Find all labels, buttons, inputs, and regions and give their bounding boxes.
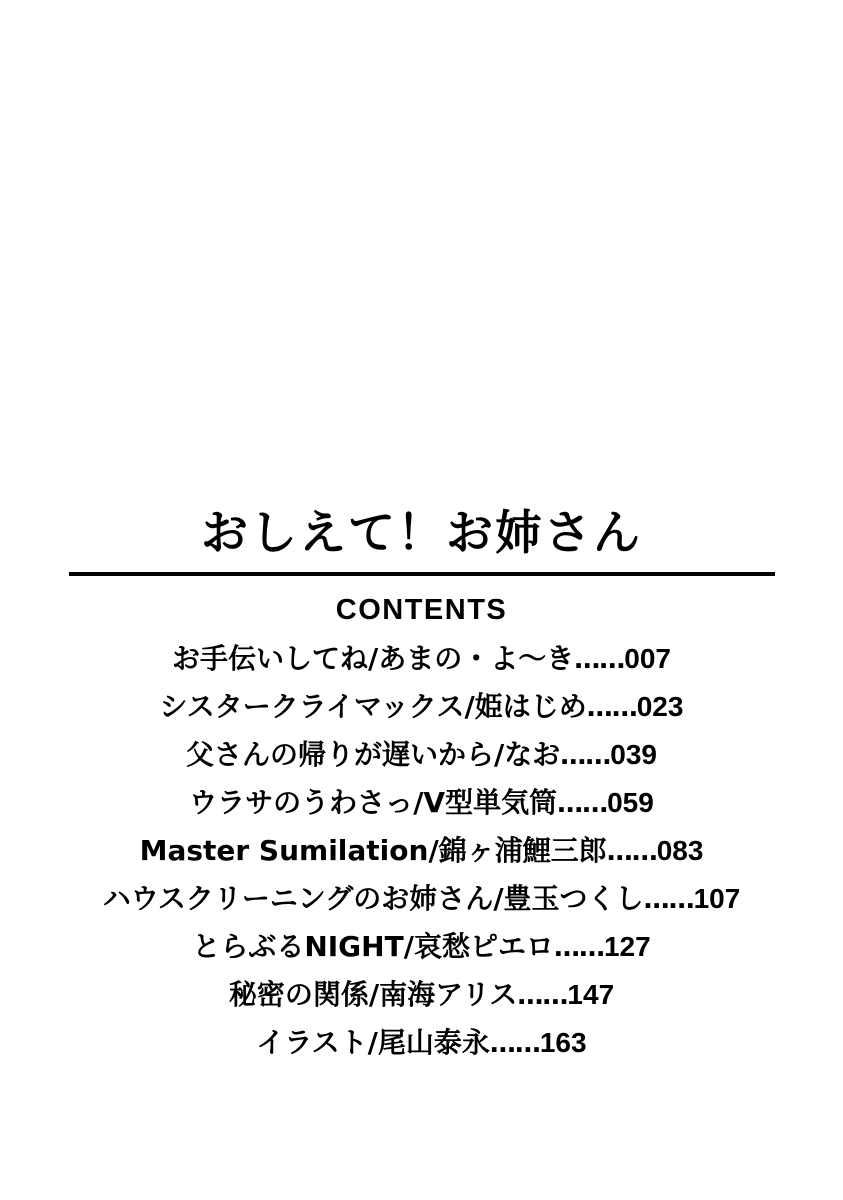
list-item[interactable] <box>0 1019 843 1067</box>
toc-title: Master Sumilation <box>139 833 429 867</box>
toc-separator: / <box>428 833 439 867</box>
toc-page-number: 007 <box>624 642 671 674</box>
toc-separator: / <box>494 737 505 771</box>
toc-leader-dots: …… <box>517 980 568 1011</box>
toc-author: 尾山泰永 <box>377 1025 490 1059</box>
toc-page-number: 039 <box>610 738 657 770</box>
toc-separator: / <box>464 689 475 723</box>
toc-leader-dots: …… <box>553 932 604 963</box>
toc-page-number: 163 <box>539 1026 587 1058</box>
toc-author: あまの・よ～き <box>378 641 575 675</box>
toc-author: 姫はじめ <box>474 689 587 723</box>
list-item[interactable] <box>0 923 843 971</box>
table-of-contents-block <box>0 505 843 1067</box>
toc-page-number: 147 <box>567 978 615 1010</box>
toc-title: ハウスクリーニングのお姉さん <box>102 881 494 915</box>
page-title: おしえて！お姉さん <box>201 506 642 561</box>
toc-title: お手伝いしてね <box>172 641 369 675</box>
list-item[interactable] <box>0 875 843 923</box>
list-item[interactable] <box>0 635 843 683</box>
toc-page-number: 059 <box>607 786 654 818</box>
toc-leader-dots: …… <box>606 836 657 867</box>
toc-author: 哀愁ピエロ <box>413 929 554 963</box>
toc-leader-dots: …… <box>489 1028 540 1059</box>
toc-author: 錦ヶ浦鯉三郎 <box>438 833 607 867</box>
list-item[interactable] <box>0 731 843 779</box>
toc-leader-dots: …… <box>560 740 611 771</box>
toc-separator: / <box>368 641 379 675</box>
toc-title: とらぶるNIGHT <box>192 929 404 963</box>
toc-separator: / <box>367 1025 378 1059</box>
toc-leader-dots: …… <box>557 788 608 819</box>
toc-title: ウラサのうわさっ <box>189 785 414 819</box>
toc-separator: / <box>368 977 380 1011</box>
toc-separator: / <box>403 929 414 963</box>
list-item[interactable] <box>0 683 843 731</box>
toc-separator: / <box>493 881 504 915</box>
toc-title: 秘密の関係 <box>228 977 369 1011</box>
toc-author: V型単気筒 <box>423 785 558 819</box>
toc-list <box>0 635 843 1067</box>
toc-author: なお <box>504 737 561 771</box>
toc-author: 豊玉つくし <box>503 881 644 915</box>
toc-title: イラスト <box>256 1025 368 1059</box>
toc-separator: / <box>413 785 424 819</box>
list-item[interactable] <box>0 779 843 827</box>
list-item[interactable] <box>0 827 843 875</box>
toc-leader-dots: …… <box>643 884 694 915</box>
toc-author: 南海アリス <box>379 977 518 1011</box>
toc-title: 父さんの帰りが遅いから <box>186 737 495 771</box>
contents-heading: CONTENTS <box>335 593 508 626</box>
toc-leader-dots: …… <box>574 644 625 675</box>
toc-page-number: 023 <box>636 690 684 722</box>
toc-page-number: 107 <box>693 882 741 914</box>
title-divider <box>69 572 775 576</box>
toc-page-number: 127 <box>603 930 651 962</box>
toc-title: シスタークライマックス <box>159 689 465 723</box>
list-item[interactable] <box>0 971 843 1019</box>
toc-leader-dots: …… <box>586 692 637 723</box>
toc-page-number: 083 <box>656 834 704 866</box>
